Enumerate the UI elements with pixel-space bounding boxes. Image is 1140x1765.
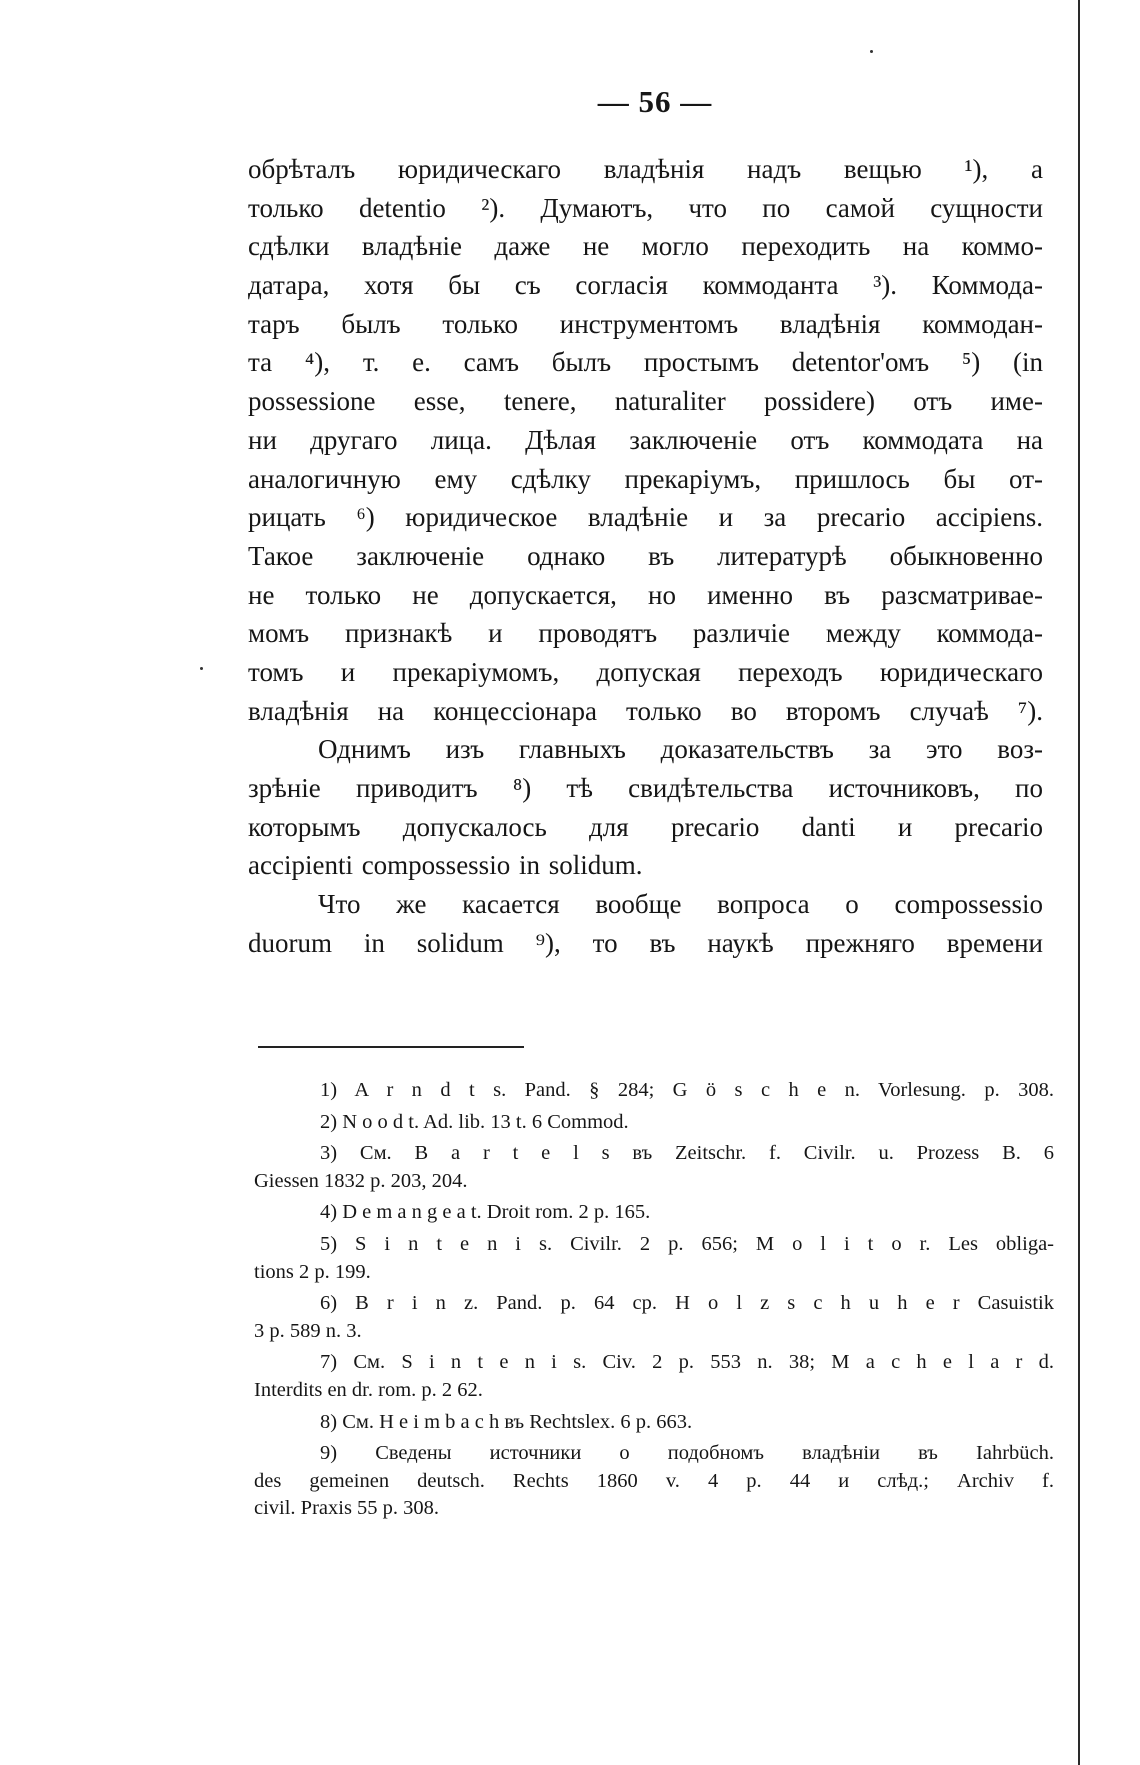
text-line: только detentio ²). Думаютъ, что по самой сущности [248, 192, 1043, 223]
footnote-line: 9) Сведены источники о подобномъ владѣніи въ Iahrbüch. [320, 1442, 1054, 1465]
text-line: таръ былъ только инструментомъ владѣнія коммодан- [248, 308, 1043, 339]
footnote-line: 7) См. S i n t e n i s. Civ. 2 p. 553 n. 38; M a c h e l a r d. [320, 1351, 1054, 1374]
text-line: possessione esse, tenere, naturaliter possidere) отъ име- [248, 386, 1043, 417]
footnote-separator [258, 1046, 524, 1048]
print-speck [200, 667, 203, 670]
text-line: accipienti compossessio in solidum. [248, 850, 643, 881]
footnote-line: 5) S i n t e n i s. Civilr. 2 p. 656; M o l i t o r. Les obliga- [320, 1232, 1054, 1255]
text-line: та ⁴), т. е. самъ былъ простымъ detentor'омъ ⁵) (in [248, 347, 1043, 378]
footnote-line: 4) D e m a n g e a t. Droit rom. 2 p. 165. [320, 1201, 651, 1224]
footnote-line: 1) A r n d t s. Pand. § 284; G ö s c h e n. Vorlesung. p. 308. [320, 1079, 1054, 1101]
page-edge-line [1078, 0, 1080, 1765]
text-line: не только не допускается, но именно въ разсматривае- [248, 579, 1043, 610]
text-line: владѣнія на концессіонара только во второмъ случаѣ ⁷). [248, 695, 1043, 726]
text-line: сдѣлки владѣніе даже не могло переходить на коммо- [248, 231, 1043, 262]
footnote-line: 2) N o o d t. Ad. lib. 13 t. 6 Commod. [320, 1110, 629, 1133]
footnote-line: 3 p. 589 n. 3. [254, 1319, 362, 1342]
footnotes [254, 1077, 1054, 1523]
page-number: — 56 — [597, 84, 713, 119]
footnote-line: 8) См. H e i m b a c h въ Rechtslex. 6 p. 663. [320, 1410, 693, 1433]
footnote-line: Giessen 1832 p. 203, 204. [254, 1169, 468, 1192]
text-line: duorum in solidum ⁹), то въ наукѣ прежняго времени [248, 927, 1043, 958]
footnote-line: tions 2 p. 199. [254, 1260, 371, 1283]
text-line: аналогичную ему сдѣлку прекаріумъ, пришлось бы от- [248, 463, 1043, 494]
footnote-line: 6) B r i n z. Pand. p. 64 cp. H o l z s c h u h e r Casuistik [320, 1292, 1054, 1315]
text-line: Такое заключеніе однако въ литературѣ обыкновенно [248, 540, 1043, 571]
text-line: датара, хотя бы съ согласія коммоданта ³). Коммода- [248, 270, 1043, 301]
text-line: момъ признакѣ и проводятъ различіе между коммода- [248, 618, 1043, 649]
print-speck [870, 50, 873, 53]
text-line: Однимъ изъ главныхъ доказательствъ за это воз- [318, 734, 1043, 765]
footnote-line: civil. Praxis 55 p. 308. [254, 1497, 440, 1520]
text-line: Что же касается вообще вопроса о compossessio [318, 889, 1043, 920]
text-line: которымъ допускалось для precario danti и precario [248, 811, 1043, 842]
footnote-line: Interdits en dr. rom. p. 2 62. [254, 1378, 483, 1401]
footnote-line: 3) См. B a r t e l s въ Zeitschr. f. Civilr. u. Prozess B. 6 [320, 1142, 1054, 1165]
text-line: обрѣталъ юридическаго владѣнія надъ вещью ¹), а [248, 154, 1043, 184]
footnote-line: des gemeinen deutsch. Rechts 1860 v. 4 p. 44 и слѣд.; Archiv f. [254, 1469, 1054, 1492]
text-line: зрѣніе приводитъ ⁸) тѣ свидѣтельства источниковъ, по [248, 773, 1043, 803]
main-text [248, 150, 1043, 962]
text-line: рицать ⁶) юридическое владѣніе и за precario accipiens. [248, 502, 1043, 533]
text-line: томъ и прекаріумомъ, допуская переходъ юридическаго [248, 656, 1043, 687]
text-line: ни другаго лица. Дѣлая заключеніе отъ коммодата на [248, 424, 1043, 455]
